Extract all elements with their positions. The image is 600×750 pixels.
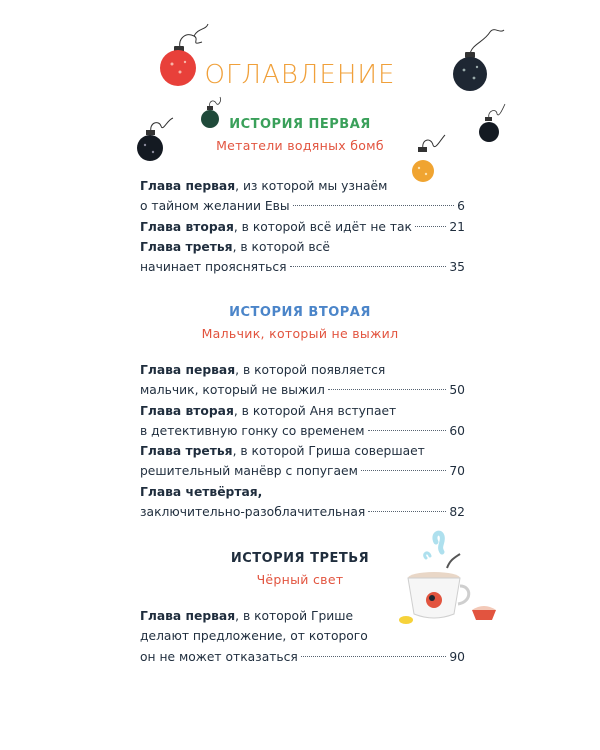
dot-leader bbox=[290, 266, 447, 267]
dot-leader bbox=[415, 226, 446, 227]
dot-leader bbox=[368, 511, 446, 512]
chapter-text: , в которой всё bbox=[232, 239, 330, 254]
toc-entry[interactable] bbox=[140, 482, 465, 523]
chapter-name: Глава третья bbox=[140, 444, 233, 459]
chapter-name: Глава четвёртая bbox=[140, 484, 258, 499]
toc-entry[interactable] bbox=[140, 360, 465, 401]
story-2-subtitle: Мальчик, который не выжил bbox=[201, 326, 399, 341]
toc-entry[interactable] bbox=[140, 441, 465, 482]
story-3-title: ИСТОРИЯ ТРЕТЬЯ bbox=[230, 551, 370, 566]
story-1-subtitle: Метатели водяных бомб bbox=[216, 138, 384, 153]
story-3-contents bbox=[140, 606, 465, 667]
chapter-name: Глава вторая bbox=[140, 219, 234, 234]
toc-entry[interactable] bbox=[140, 176, 465, 217]
chapter-text: решительный манёвр с попугаем bbox=[140, 464, 358, 479]
story-2-title: ИСТОРИЯ ВТОРАЯ bbox=[229, 305, 371, 320]
chapter-text: , в которой всё идёт не так bbox=[233, 219, 412, 234]
story-1-title: ИСТОРИЯ ПЕРВАЯ bbox=[229, 117, 371, 132]
chapter-text: , bbox=[257, 484, 263, 499]
chapter-name: Глава третья bbox=[140, 239, 233, 254]
story-3-subtitle: Чёрный свет bbox=[256, 572, 344, 587]
story-2-contents bbox=[140, 360, 465, 522]
chapter-text: в детективную гонку со временем bbox=[140, 423, 365, 438]
dot-leader bbox=[301, 656, 447, 657]
page-number: 21 bbox=[449, 219, 465, 234]
page-title: ОГЛАВЛЕНИЕ bbox=[204, 60, 396, 90]
page-number: 70 bbox=[449, 464, 465, 479]
toc-entry[interactable] bbox=[140, 237, 465, 278]
toc-entry[interactable] bbox=[140, 606, 465, 667]
page-number: 60 bbox=[449, 423, 465, 438]
dot-leader bbox=[328, 389, 446, 390]
chapter-text: делают предложение, от которого bbox=[140, 629, 368, 644]
chapter-text: заключительно-разоблачительная bbox=[140, 505, 366, 520]
page-number: 35 bbox=[449, 260, 465, 275]
page-number: 90 bbox=[449, 649, 465, 664]
dot-leader bbox=[293, 205, 455, 206]
chapter-text: он не может отказаться bbox=[140, 649, 298, 664]
chapter-text: начинает проясняться bbox=[140, 260, 287, 275]
dot-leader bbox=[368, 430, 447, 431]
toc-entry[interactable] bbox=[140, 217, 465, 237]
chapter-name: Глава первая bbox=[140, 363, 236, 377]
chapter-text: о тайном желании Евы bbox=[140, 199, 290, 214]
toc-entry[interactable] bbox=[140, 401, 465, 442]
chapter-text: , в которой появляется bbox=[235, 363, 386, 377]
dot-leader bbox=[361, 470, 446, 471]
page-number: 82 bbox=[449, 505, 465, 520]
page-number: 50 bbox=[449, 383, 465, 398]
chapter-text: , в которой Аня вступает bbox=[233, 403, 397, 418]
chapter-text: мальчик, который не выжил bbox=[140, 383, 325, 398]
chapter-name: Глава вторая bbox=[140, 403, 234, 418]
story-1-contents bbox=[140, 176, 465, 277]
chapter-text: , из которой мы узнаём bbox=[235, 179, 388, 193]
chapter-name: Глава первая bbox=[140, 179, 236, 193]
chapter-text: , в которой Грише bbox=[235, 609, 354, 623]
chapter-name: Глава первая bbox=[140, 609, 236, 623]
page-number: 6 bbox=[457, 199, 465, 214]
chapter-text: , в которой Гриша совершает bbox=[232, 444, 425, 459]
